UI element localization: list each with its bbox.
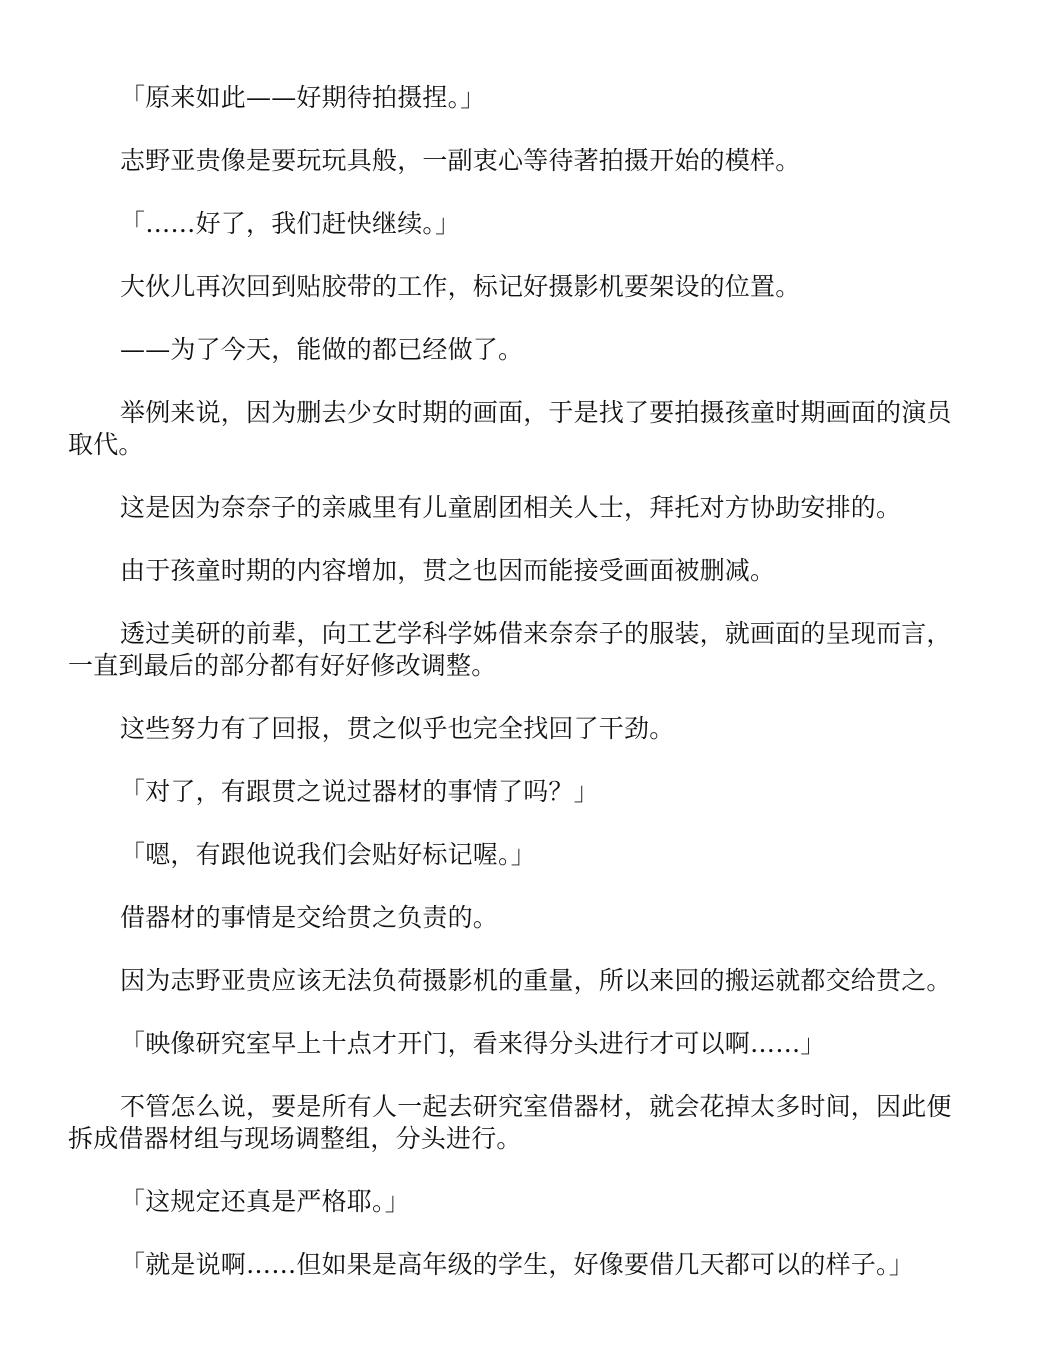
paragraph: 志野亚贵像是要玩玩具般，一副衷心等待著拍摄开始的模样。 [120,146,801,175]
paragraph: 透过美研的前辈，向工艺学科学姊借来奈奈子的服装，就画面的呈现而言，一直到最后的部分都有好好修改调整。 [68,619,952,680]
paragraph: 由于孩童时期的内容增加，贯之也因而能接受画面被删减。 [120,556,776,585]
paragraph: 这是因为奈奈子的亲戚里有儿童剧团相关人士，拜托对方协助安排的。 [120,493,902,522]
paragraph: 「……好了，我们赶快继续。」 [120,209,461,238]
paragraph: 「这规定还真是严格耶。」 [120,1187,410,1216]
paragraph: 大伙儿再次回到贴胶带的工作，标记好摄影机要架设的位置。 [120,272,801,301]
paragraph: 「嗯，有跟他说我们会贴好标记喔。」 [120,840,536,869]
paragraph: 借器材的事情是交给贯之负责的。 [120,903,499,932]
paragraph: 举例来说，因为删去少女时期的画面，于是找了要拍摄孩童时期画面的演员取代。 [68,398,952,459]
paragraph: ——为了今天，能做的都已经做了。 [120,335,524,364]
paragraph: 这些努力有了回报，贯之似乎也完全找回了干劲。 [120,714,675,743]
paragraph: 「映像研究室早上十点才开门，看来得分头进行才可以啊……」 [120,1029,826,1058]
paragraph: 「对了，有跟贯之说过器材的事情了吗？」 [120,777,599,806]
paragraph: 「原来如此——好期待拍摄捏。」 [120,83,486,112]
paragraph: 因为志野亚贵应该无法负荷摄影机的重量，所以来回的搬运就都交给贯之。 [120,966,952,995]
paragraph: 「就是说啊……但如果是高年级的学生，好像要借几天都可以的样子。」 [120,1250,914,1279]
paragraph: 不管怎么说，要是所有人一起去研究室借器材，就会花掉太多时间，因此便拆成借器材组与现场调整组，分头进行。 [68,1092,952,1153]
